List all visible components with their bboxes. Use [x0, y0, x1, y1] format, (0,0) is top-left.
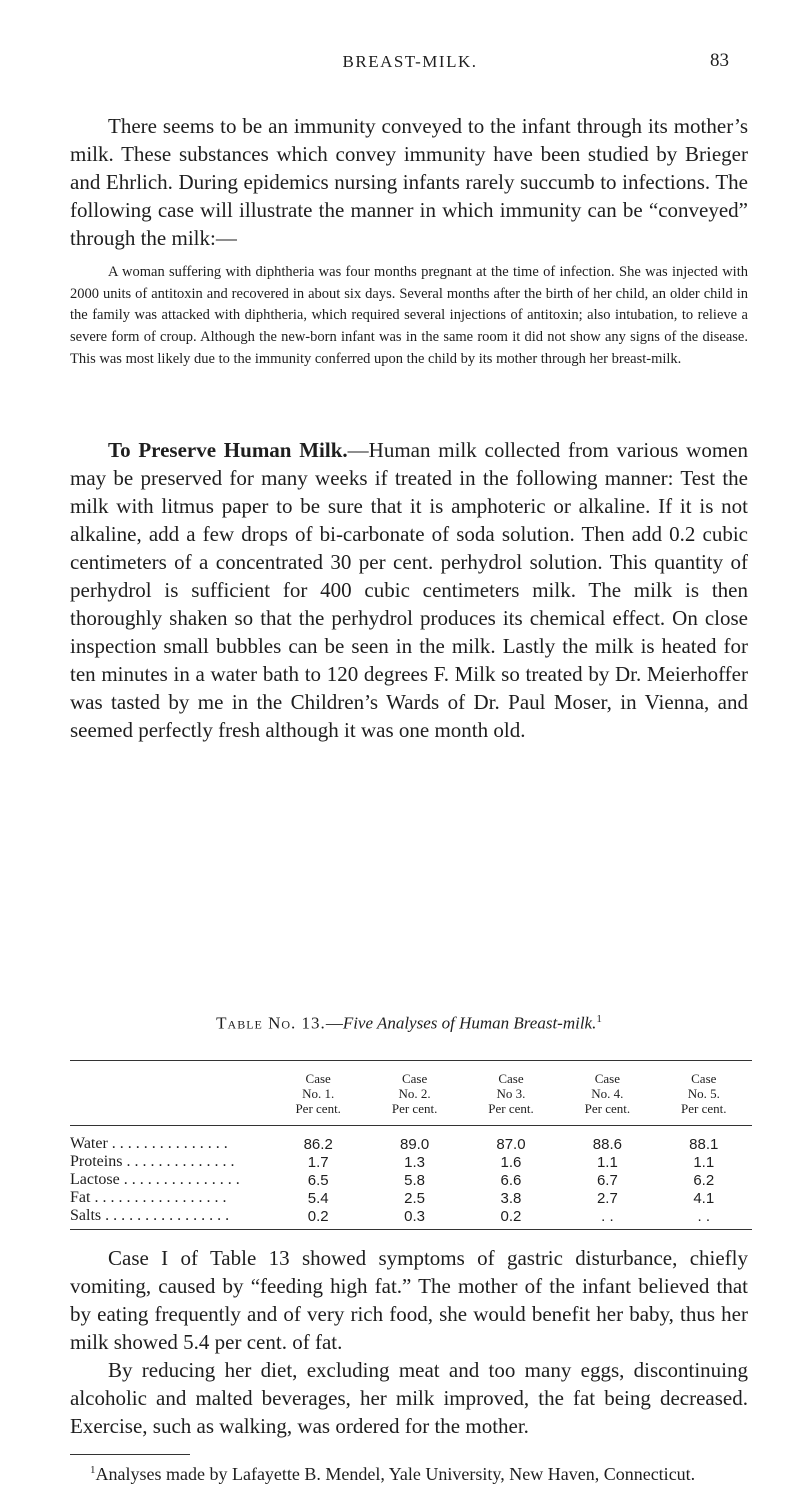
immunity-paragraph: There seems to be an immunity conveyed to the infant through its mother’s milk. These substances which convey immunity have been studied by Brieger and Ehrlich. During epidemics nursing infants rarely succumb to infections. The following case will illustrate the manner in which immunity can be “conveyed” through the milk:— [70, 114, 748, 250]
table-cell: 1.6 [500, 1153, 522, 1171]
column-header-case-2: Case No. 2. Per cent. [366, 1061, 462, 1126]
footnote-mark: 1 [90, 1464, 96, 1476]
table-cell: 1.1 [596, 1153, 618, 1171]
row-label: Fat . . . . . . . . . . . . . . . . . [70, 1189, 227, 1206]
breast-milk-analysis-table [70, 1060, 752, 1230]
table-caption-label: Table No. 13. [216, 1013, 326, 1033]
diphtheria-case-note: A woman suffering with diphtheria was four months pregnant at the time of infection. She was injected with 2000 units of antitoxin and recovered in about six days. Several months after the birth of her child, an older child in the family was attacked with diphtheria, which required several injections of antitoxin; also intubation, to relieve a severe form of croup. Although the new-born infant was in the same room it did not show any signs of the disease. This was most likely due to the immunity conferred upon the child by its mother through her breast-milk. [70, 264, 748, 367]
column-header-case-3: Case No 3. Per cent. [463, 1061, 559, 1126]
footnote-text: Analyses made by Lafayette B. Mendel, Yale University, New Haven, Connecticut. [95, 1464, 696, 1484]
table-cell: . . [559, 1207, 655, 1230]
table-cell: 1.3 [404, 1153, 426, 1171]
table-cell: 5.8 [404, 1171, 426, 1189]
table-row-proteins [70, 1153, 752, 1171]
table-cell: 2.7 [596, 1189, 618, 1207]
table-cell: 88.6 [592, 1135, 622, 1153]
row-label: Proteins . . . . . . . . . . . . . . [70, 1153, 235, 1170]
table-cell: 3.8 [500, 1189, 522, 1207]
table-row-fat [70, 1189, 752, 1207]
footnote [70, 1458, 748, 1487]
row-label: Water . . . . . . . . . . . . . . . [70, 1135, 228, 1152]
table-row-salts [70, 1207, 752, 1230]
table-cell: 6.5 [307, 1171, 329, 1189]
column-header-case-5: Case No. 5. Per cent. [656, 1061, 752, 1126]
table-caption-dash: — [325, 1013, 343, 1033]
table-cell: . . [656, 1207, 752, 1230]
table-cell: 5.4 [307, 1189, 329, 1207]
table-cell: 1.1 [693, 1153, 715, 1171]
table-cell: 87.0 [496, 1135, 526, 1153]
table-cell: 6.7 [596, 1171, 618, 1189]
running-title: BREAST-MILK. [342, 52, 478, 71]
table-cell: 0.3 [366, 1207, 462, 1230]
table-header-row [70, 1061, 752, 1126]
preserve-milk-paragraph [70, 436, 748, 744]
table-cell: 4.1 [693, 1189, 715, 1207]
table-caption [70, 1013, 748, 1034]
table-cell: 0.2 [463, 1207, 559, 1230]
header-blank-cell [70, 1061, 270, 1126]
preserve-milk-heading: To Preserve Human Milk. [108, 438, 348, 462]
table-cell: 88.1 [689, 1135, 719, 1153]
column-header-case-1: Case No. 1. Per cent. [270, 1061, 366, 1126]
row-label: Salts . . . . . . . . . . . . . . . . [70, 1207, 270, 1230]
table-caption-footnote-mark: 1 [596, 1013, 602, 1025]
column-header-case-4: Case No. 4. Per cent. [559, 1061, 655, 1126]
table-cell: 0.2 [270, 1207, 366, 1230]
running-head [0, 48, 800, 78]
table-row-lactose [70, 1171, 752, 1189]
row-label: Lactose . . . . . . . . . . . . . . . [70, 1171, 240, 1188]
table-cell: 86.2 [303, 1135, 333, 1153]
table-cell: 6.2 [693, 1171, 715, 1189]
table-cell: 89.0 [399, 1135, 430, 1153]
page-number: 83 [710, 50, 729, 71]
table-cell: 1.7 [307, 1153, 329, 1171]
reducing-diet-paragraph: By reducing her diet, excluding meat and too many eggs, discontinuing alcoholic and malted beverages, her milk improved, the fat being decreased. Exercise, such as walking, was ordered for the mother. [70, 1358, 748, 1438]
table-cell: 6.6 [500, 1171, 522, 1189]
case-one-paragraph: Case I of Table 13 showed symptoms of gastric disturbance, chiefly vomiting, caused by “feeding high fat.” The mother of the infant believed that by eating frequently and of very rich food, she would benefit her baby, thus her milk showed 5.4 per cent. of fat. [70, 1246, 748, 1354]
table-cell: 2.5 [404, 1189, 426, 1207]
table-row-water [70, 1126, 752, 1154]
footnote-rule [70, 1454, 190, 1455]
table-caption-title: Five Analyses of Human Breast-milk. [342, 1013, 597, 1033]
preserve-milk-body: —Human milk collected from various women may be preserved for many weeks if treated in the following manner: Test the milk with litmus paper to be sure that it is amphoteric or alkaline. If it is not alkaline, add a few drops of bi-carbonate of soda solution. Then add 0.2 cubic centimeters of a concentrated 30 per cent. perhydrol solution. This quantity of perhydrol is sufficient for 400 cubic centimeters milk. The milk is then thoroughly shaken so that the perhydrol produces its chemical effect. On close inspection small bubbles can be seen in the milk. Lastly the milk is heated for ten minutes in a water bath to 120 degrees F. Milk so treated by Dr. Meierhoffer was tasted by me in the Children’s Wards of Dr. Paul Moser, in Vienna, and seemed perfectly fresh although it was one month old. [70, 438, 748, 742]
